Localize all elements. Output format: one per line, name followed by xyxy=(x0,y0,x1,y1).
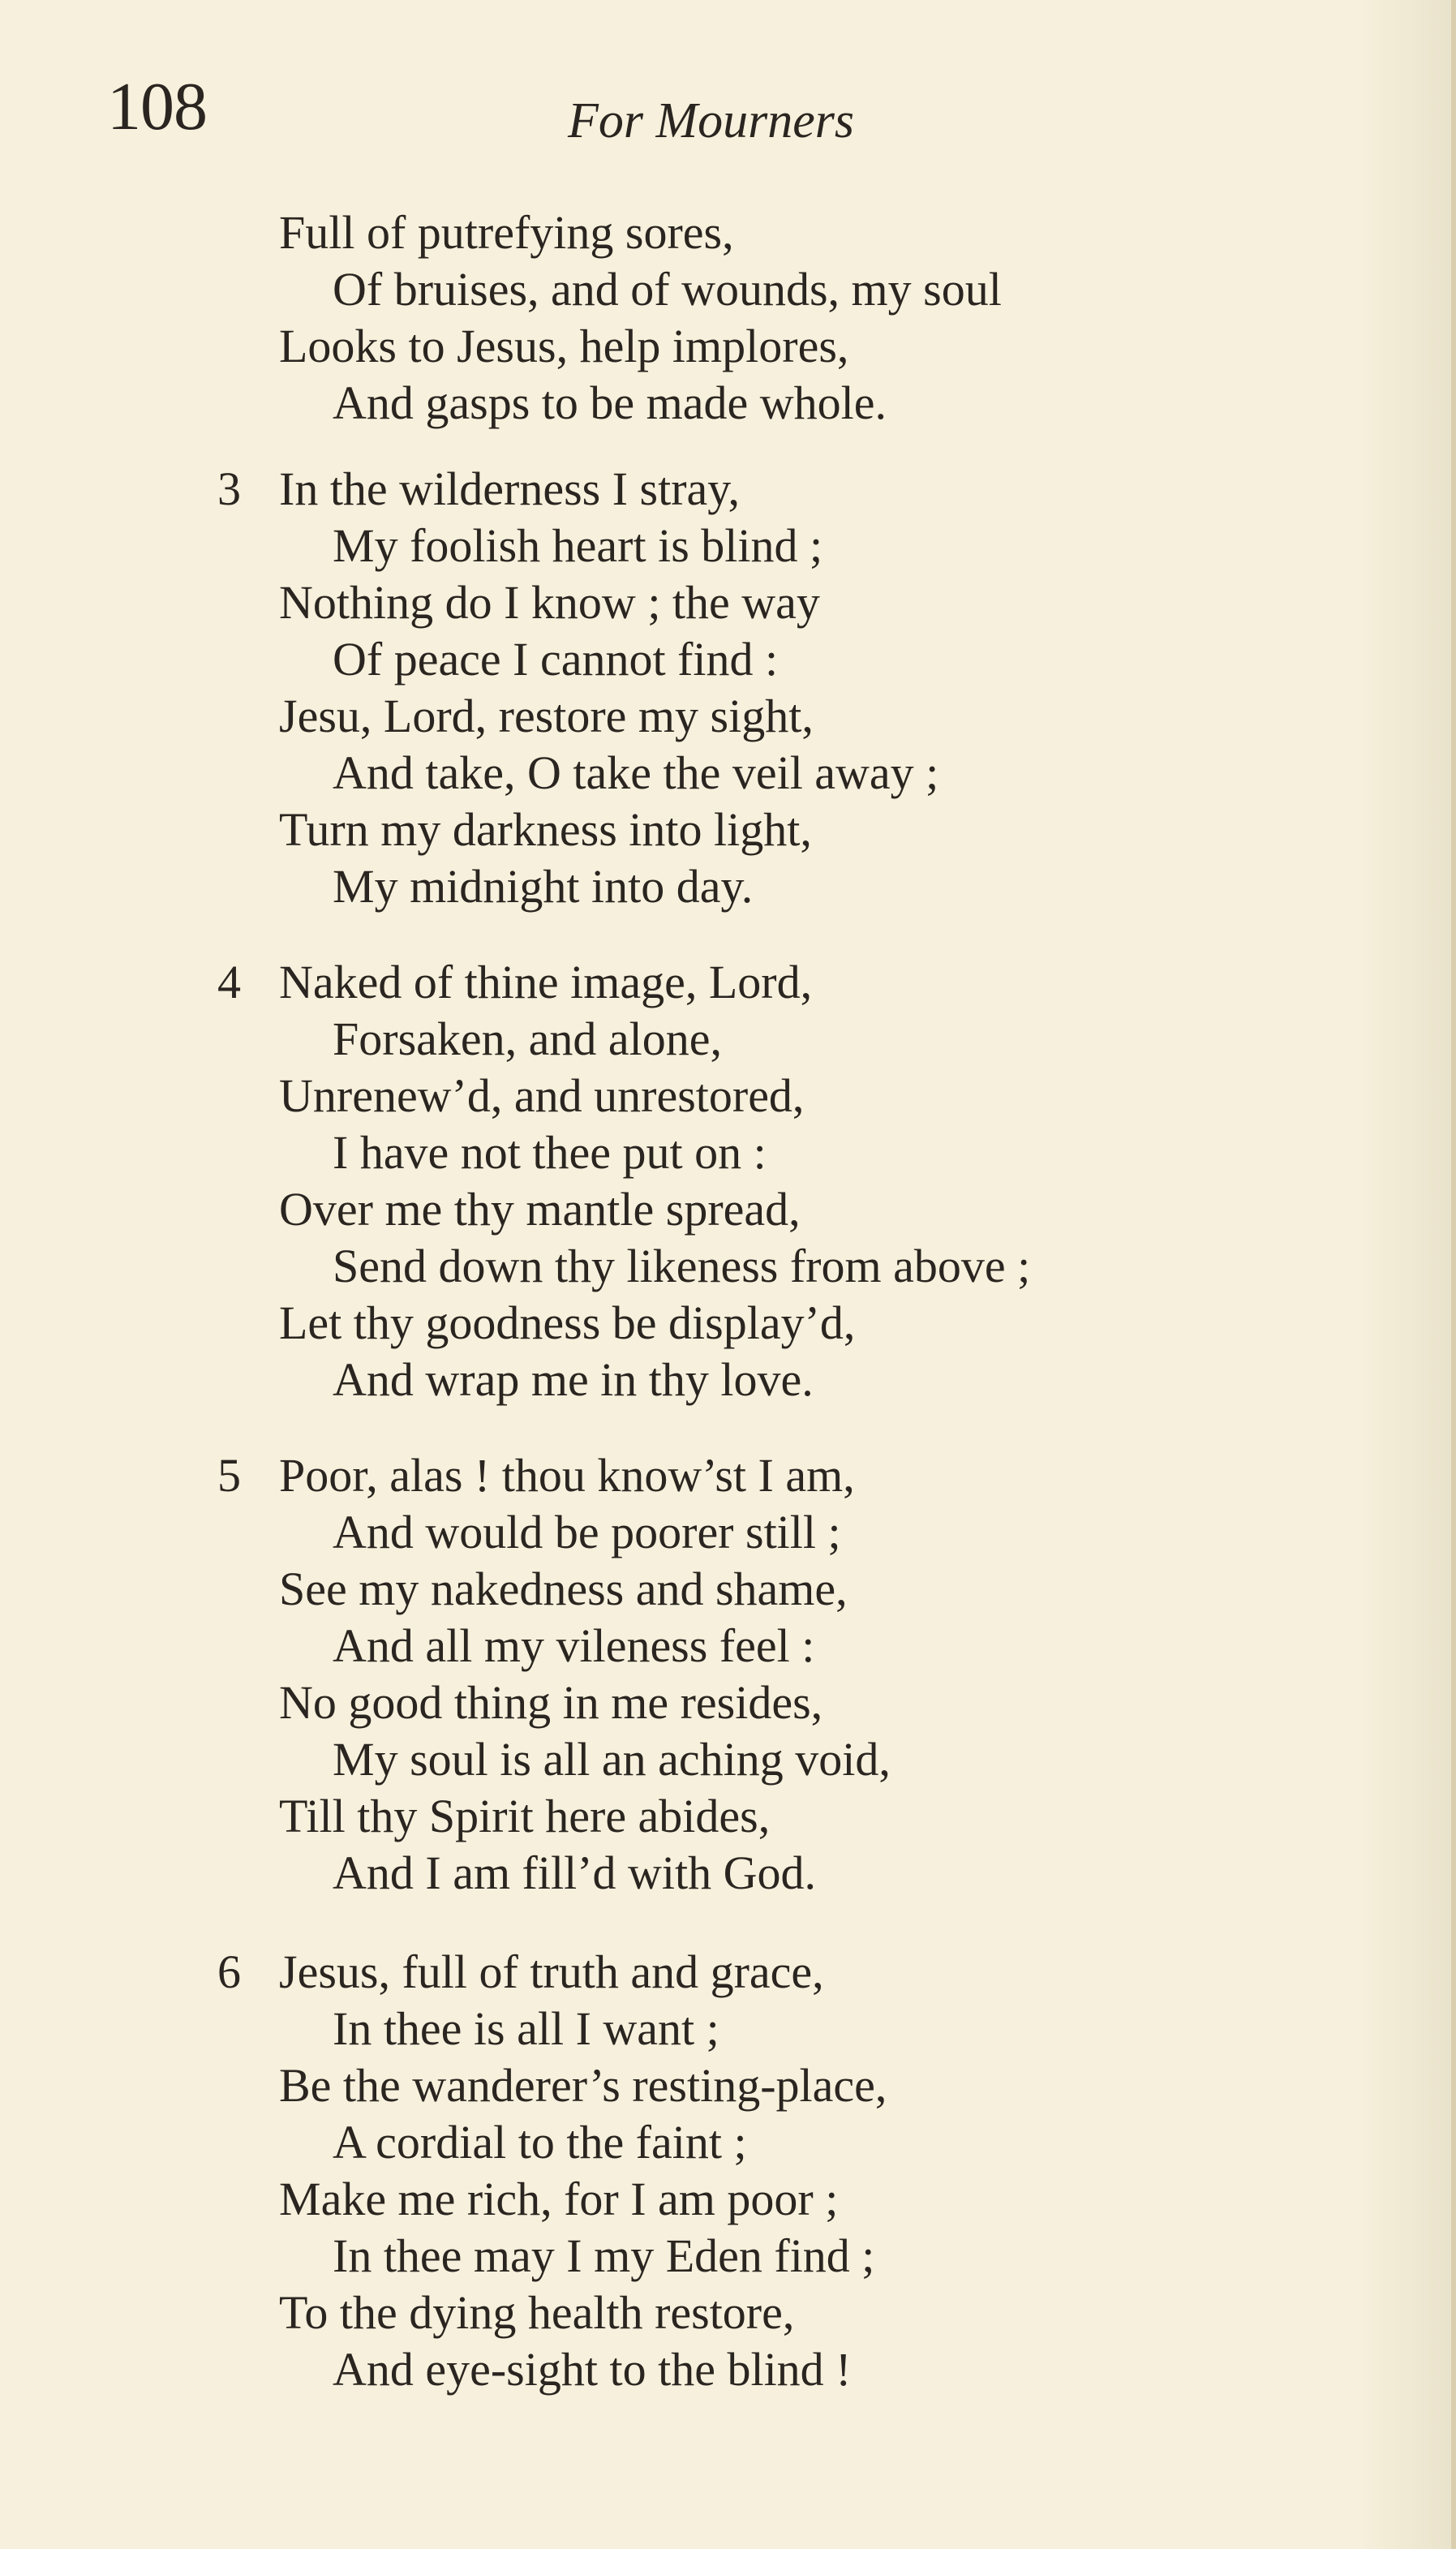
stanza-number: 4 xyxy=(217,956,241,1008)
verse-line: My foolish heart is blind ; xyxy=(333,519,823,572)
running-head: For Mourners xyxy=(568,93,855,148)
verse-line: And take, O take the veil away ; xyxy=(333,746,939,799)
page-edge xyxy=(1451,0,1456,2549)
verse-line: No good thing in me resides, xyxy=(279,1676,823,1729)
verse-line: My midnight into day. xyxy=(333,860,754,913)
verse-line: Over me thy mantle spread, xyxy=(279,1183,801,1236)
verse-line: See my nakedness and shame, xyxy=(279,1562,848,1615)
verse-line: Jesu, Lord, restore my sight, xyxy=(279,690,814,742)
verse-line: And would be poorer still ; xyxy=(333,1506,841,1558)
verse-line: And gasps to be made whole. xyxy=(333,376,887,429)
verse-line: Looks to Jesus, help implores, xyxy=(279,320,849,372)
verse-line: Poor, alas ! thou know’st I am, xyxy=(279,1449,855,1502)
verse-line: Forsaken, and alone, xyxy=(333,1012,722,1065)
verse-line: I have not thee put on : xyxy=(333,1126,767,1179)
verse-line: Unrenew’d, and unrestored, xyxy=(279,1069,805,1122)
verse-line: In the wilderness I stray, xyxy=(279,462,741,515)
verse-line: Make me rich, for I am poor ; xyxy=(279,2173,839,2225)
verse-line: And I am fill’d with God. xyxy=(333,1846,817,1899)
verse-line: My soul is all an aching void, xyxy=(333,1733,891,1786)
verse-line: Nothing do I know ; the way xyxy=(279,576,820,629)
verse-line: A cordial to the faint ; xyxy=(333,2116,747,2169)
verse-line: In thee may I my Eden find ; xyxy=(333,2229,875,2282)
verse-line: Naked of thine image, Lord, xyxy=(279,956,813,1008)
verse-line: Turn my darkness into light, xyxy=(279,803,812,856)
verse-line: In thee is all I want ; xyxy=(333,2002,719,2055)
verse-line: Of peace I cannot find : xyxy=(333,633,779,686)
page-number: 108 xyxy=(107,69,207,144)
stanza-number: 5 xyxy=(217,1449,241,1502)
verse-line: And all my vileness feel : xyxy=(333,1619,815,1672)
verse-line: And wrap me in thy love. xyxy=(333,1353,814,1406)
verse-line: To the dying health restore, xyxy=(279,2286,795,2339)
stanza-number: 3 xyxy=(217,462,241,515)
verse-line: Jesus, full of truth and grace, xyxy=(279,1945,824,1998)
stanza-number: 6 xyxy=(217,1945,241,1998)
verse-line: Let thy goodness be display’d, xyxy=(279,1296,856,1349)
verse-line: Be the wanderer’s resting-place, xyxy=(279,2059,887,2112)
verse-line: And eye-sight to the blind ! xyxy=(333,2343,852,2396)
facing-page-bleed xyxy=(1359,0,1456,2549)
verse-line: Of bruises, and of wounds, my soul xyxy=(333,263,1002,316)
verse-line: Till thy Spirit here abides, xyxy=(279,1790,771,1842)
verse-line: Full of putrefying sores, xyxy=(279,206,734,259)
verse-line: Send down thy likeness from above ; xyxy=(333,1240,1031,1292)
